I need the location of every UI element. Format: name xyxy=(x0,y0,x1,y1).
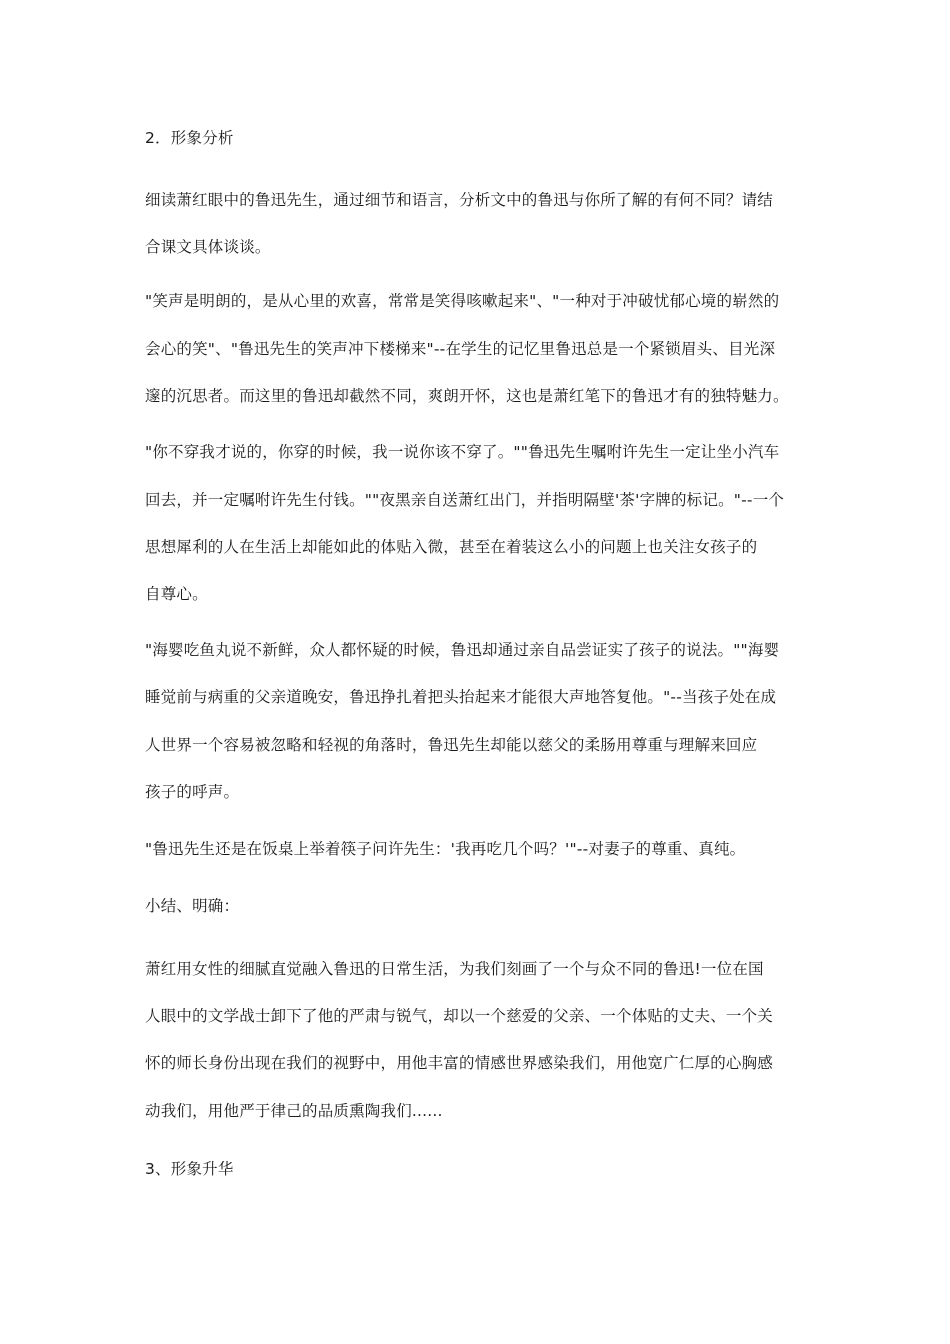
care-paragraph-line-3: 思想犀利的人在生活上却能如此的体贴入微，甚至在着装这么小的问题上也关注女孩子的 xyxy=(145,538,758,556)
child-paragraph-line-1: "海婴吃鱼丸说不新鲜，众人都怀疑的时候，鲁迅却通过亲自品尝证实了孩子的说法。""海婴 xyxy=(145,641,780,659)
laugh-paragraph-line-2: 会心的笑"、"鲁迅先生的笑声冲下楼梯来"--在学生的记忆里鲁迅总是一个紧锁眉头、目光深 xyxy=(145,340,776,358)
summary-line-2: 人眼中的文学战士卸下了他的严肃与锐气，却以一个慈爱的父亲、一个体贴的丈夫、一个关 xyxy=(145,1007,774,1025)
care-paragraph-line-1: "你不穿我才说的，你穿的时候，我一说你该不穿了。""鲁迅先生嘱咐许先生一定让坐小汽车 xyxy=(145,443,780,461)
laugh-paragraph-line-3: 邃的沉思者。而这里的鲁迅却截然不同，爽朗开怀，这也是萧红笔下的鲁迅才有的独特魅力。 xyxy=(145,387,789,405)
care-paragraph-line-4: 自尊心。 xyxy=(145,585,208,603)
child-paragraph-line-2: 睡觉前与病重的父亲道晚安，鲁迅挣扎着把头抬起来才能很大声地答复他。"--当孩子处在成 xyxy=(145,688,777,706)
child-paragraph-line-4: 孩子的呼声。 xyxy=(145,783,240,801)
question-line-1: 细读萧红眼中的鲁迅先生，通过细节和语言，分析文中的鲁迅与你所了解的有何不同？请结 xyxy=(145,191,774,209)
care-paragraph-line-2: 回去，并一定嘱咐许先生付钱。""夜黑亲自送萧红出门，并指明隔壁'茶'字牌的标记。"--一个 xyxy=(145,491,785,509)
laugh-paragraph-line-1: "笑声是明朗的，是从心里的欢喜，常常是笑得咳嗽起来"、"一种对于冲破忧郁心境的崭然的 xyxy=(145,292,780,310)
summary-line-4: 动我们，用他严于律己的品质熏陶我们...... xyxy=(145,1102,443,1120)
summary-line-3: 怀的师长身份出现在我们的视野中，用他丰富的情感世界感染我们，用他宽广仁厚的心胸感 xyxy=(145,1054,774,1072)
child-paragraph-line-3: 人世界一个容易被忽略和轻视的角落时，鲁迅先生却能以慈父的柔肠用尊重与理解来回应 xyxy=(145,736,758,754)
summary-line-1: 萧红用女性的细腻直觉融入鲁迅的日常生活，为我们刻画了一个与众不同的鲁迅!一位在国 xyxy=(145,960,764,978)
section-heading-analysis: 2．形象分析 xyxy=(145,129,234,147)
question-line-2: 合课文具体谈谈。 xyxy=(145,238,271,256)
section-heading-elevation: 3、形象升华 xyxy=(145,1160,234,1178)
wife-paragraph-line-1: "鲁迅先生还是在饭桌上举着筷子问许先生：'我再吃几个吗？'"--对妻子的尊重、真纯。 xyxy=(145,840,746,858)
summary-label: 小结、明确： xyxy=(145,897,240,915)
